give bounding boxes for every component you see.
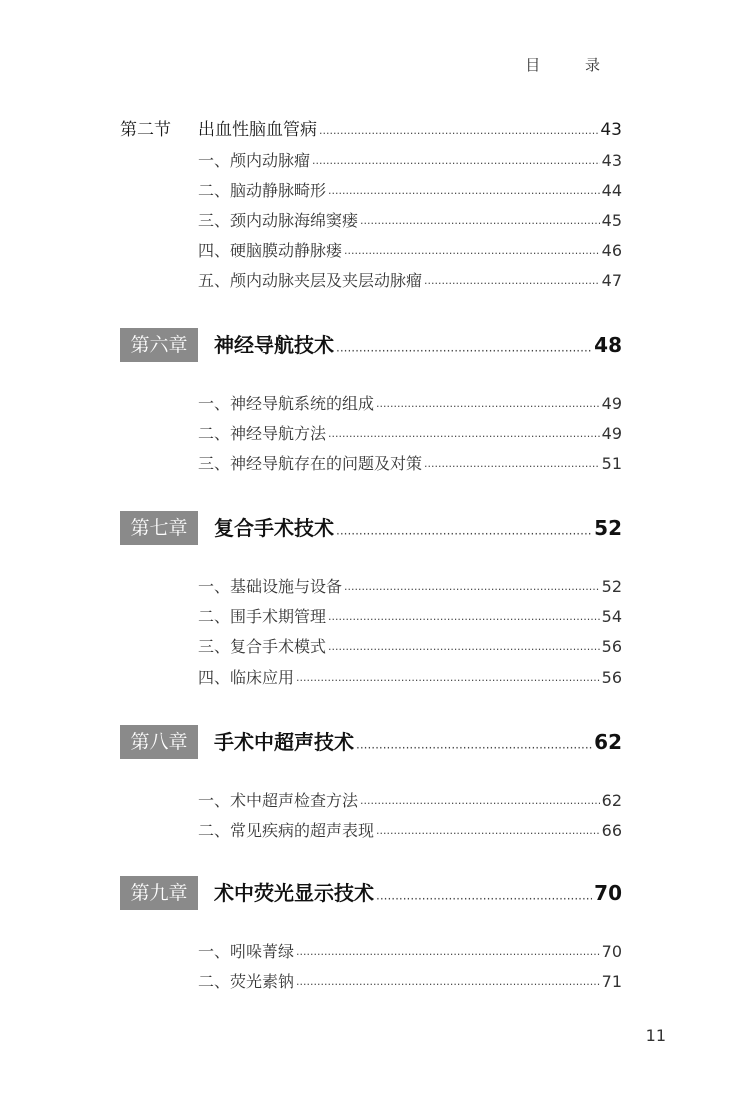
toc-item[interactable] [198, 969, 622, 995]
chapter-page: 70 [594, 881, 622, 905]
dot-leader [328, 184, 600, 204]
toc-item-title: 三、颈内动脉海绵窦瘘 [198, 211, 359, 230]
toc-item-page: 44 [601, 181, 622, 200]
chapter-badge: 第九章 [120, 876, 198, 910]
toc-item-title: 五、颅内动脉夹层及夹层动脉瘤 [198, 271, 423, 290]
dot-leader [424, 274, 600, 294]
toc-item-page: 52 [601, 577, 622, 596]
chapter-title: 手术中超声技术 [214, 730, 354, 754]
toc-item[interactable] [198, 818, 622, 844]
chapter-badge: 第七章 [120, 511, 198, 545]
toc-item-page: 56 [601, 668, 622, 687]
toc-item[interactable] [198, 788, 622, 814]
dot-leader [328, 640, 600, 660]
chapter-page: 48 [594, 333, 622, 357]
dot-leader [376, 888, 592, 910]
toc-item-title: 四、硬脑膜动静脉瘘 [198, 241, 343, 260]
dot-leader [360, 214, 600, 234]
toc-item-title: 二、围手术期管理 [198, 607, 327, 626]
toc-item-title: 三、复合手术模式 [198, 637, 327, 656]
chapter-title: 术中荧光显示技术 [214, 881, 374, 905]
dot-leader [296, 945, 600, 965]
toc-item-page: 56 [601, 637, 622, 656]
dot-leader [319, 124, 598, 144]
toc-item[interactable] [198, 268, 622, 294]
toc-item-page: 70 [601, 942, 622, 961]
dot-leader [356, 737, 592, 759]
dot-leader [344, 580, 600, 600]
chapter-page: 52 [594, 516, 622, 540]
toc-item-page: 54 [601, 607, 622, 626]
toc-item-page: 66 [601, 821, 622, 840]
dot-leader [376, 397, 600, 417]
toc-item-title: 一、术中超声检查方法 [198, 791, 359, 810]
toc-section-entry[interactable] [120, 116, 622, 144]
chapter-page: 62 [594, 730, 622, 754]
toc-item-page: 49 [601, 424, 622, 443]
toc-item-title: 三、神经导航存在的问题及对策 [198, 454, 423, 473]
toc-item-title: 一、吲哚菁绿 [198, 942, 295, 961]
toc-item[interactable] [198, 451, 622, 477]
toc-item[interactable] [198, 148, 622, 174]
toc-item-page: 62 [601, 791, 622, 810]
toc-item-title: 二、神经导航方法 [198, 424, 327, 443]
toc-item-title: 四、临床应用 [198, 668, 295, 687]
chapter-badge: 第六章 [120, 328, 198, 362]
toc-chapter-entry[interactable] [120, 876, 622, 910]
toc-item-title: 二、常见疾病的超声表现 [198, 821, 375, 840]
chapter-title: 复合手术技术 [214, 516, 334, 540]
toc-item-page: 47 [601, 271, 622, 290]
toc-item-title: 一、神经导航系统的组成 [198, 394, 375, 413]
toc-item-page: 46 [601, 241, 622, 260]
toc-item-title: 二、荧光素钠 [198, 972, 295, 991]
dot-leader [424, 457, 600, 477]
dot-leader [312, 154, 600, 174]
toc-item[interactable] [198, 604, 622, 630]
page-number: 11 [645, 1026, 666, 1045]
toc-item-title: 一、颅内动脉瘤 [198, 151, 311, 170]
toc-chapter-entry[interactable] [120, 328, 622, 362]
toc-item-page: 51 [601, 454, 622, 473]
dot-leader [296, 975, 600, 995]
toc-item[interactable] [198, 421, 622, 447]
chapter-title: 神经导航技术 [214, 333, 334, 357]
toc-item-page: 45 [601, 211, 622, 230]
toc-chapter-entry[interactable] [120, 511, 622, 545]
toc-item[interactable] [198, 208, 622, 234]
toc-item-title: 二、脑动静脉畸形 [198, 181, 327, 200]
dot-leader [336, 340, 592, 362]
dot-leader [296, 671, 600, 691]
toc-item[interactable] [198, 178, 622, 204]
toc-item[interactable] [198, 391, 622, 417]
section-page: 43 [600, 120, 622, 140]
toc-item-title: 一、基础设施与设备 [198, 577, 343, 596]
section-label: 第二节 [120, 120, 171, 140]
dot-leader [376, 824, 600, 844]
toc-item[interactable] [198, 574, 622, 600]
dot-leader [336, 523, 592, 545]
toc-item[interactable] [198, 238, 622, 264]
running-header: 目 录 [525, 56, 620, 74]
dot-leader [328, 427, 600, 447]
toc-item[interactable] [198, 939, 622, 965]
toc-item[interactable] [198, 634, 622, 660]
toc-item[interactable] [198, 665, 622, 691]
dot-leader [360, 794, 600, 814]
dot-leader [328, 610, 600, 630]
toc-item-page: 71 [601, 972, 622, 991]
toc-item-page: 49 [601, 394, 622, 413]
section-title: 出血性脑血管病 [198, 120, 317, 140]
dot-leader [344, 244, 600, 264]
chapter-badge: 第八章 [120, 725, 198, 759]
toc-item-page: 43 [601, 151, 622, 170]
toc-chapter-entry[interactable] [120, 725, 622, 759]
